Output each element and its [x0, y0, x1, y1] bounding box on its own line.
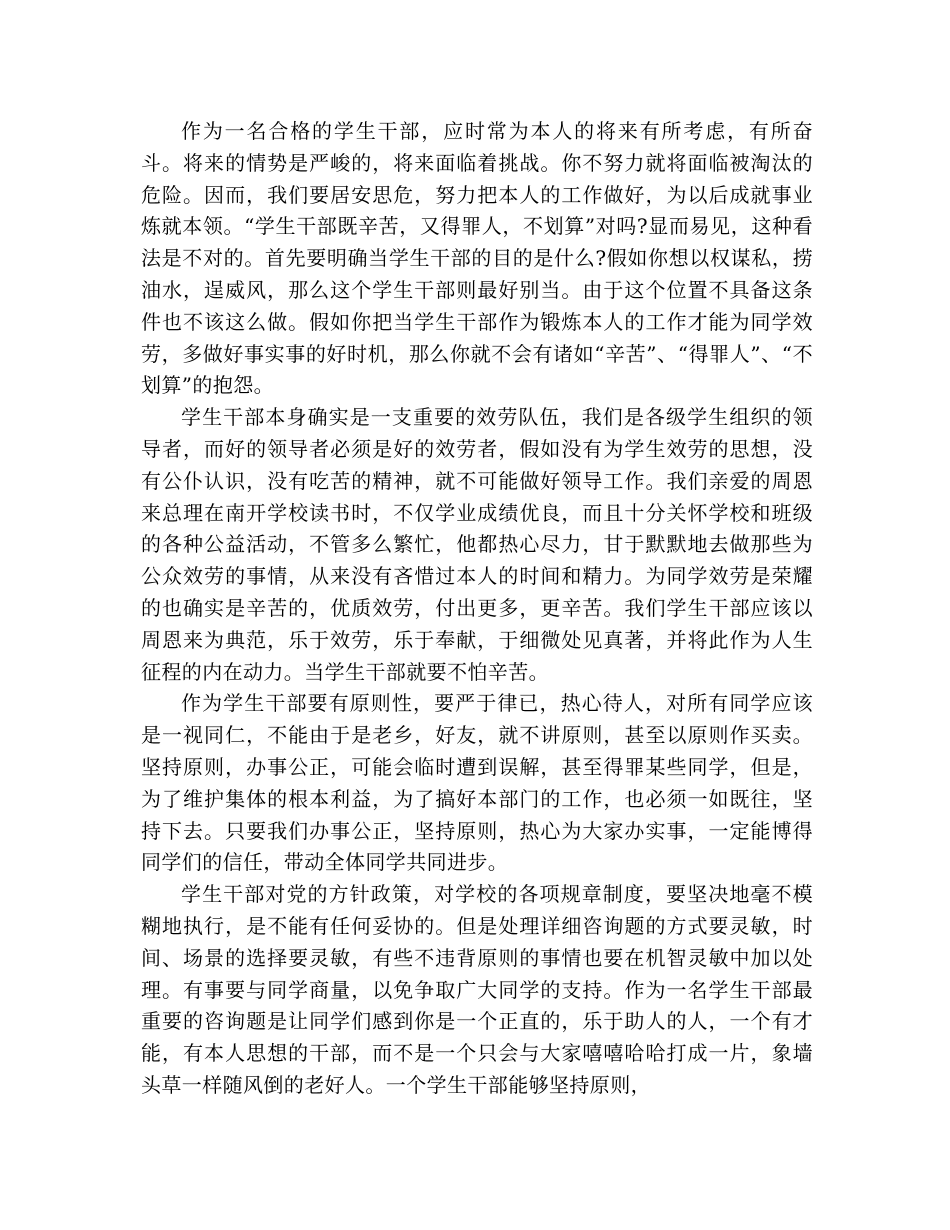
paragraph-2: 学生干部本身确实是一支重要的效劳队伍，我们是各级学生组织的领导者，而好的领导者必须是好的效劳者，假如没有为学生效劳的思想，没有公仆认识，没有吃苦的精神，就不可能做好领导工作。我们亲爱的周恩来总理在南开学校读书时，不仅学业成绩优良，而且十分关怀学校和班级的各种公益活动，不管多么繁忙，他都热心尽力，甘于默默地去做那些为公众效劳的事情，从来没有吝惜过本人的时间和精力。为同学效劳是荣耀的也确实是辛苦的，优质效劳，付出更多，更辛苦。我们学生干部应该以周恩来为典范，乐于效劳，乐于奉献，于细微处见真著，并将此作为人生征程的内在动力。当学生干部就要不怕辛苦。 [141, 405, 813, 684]
paragraph-4: 学生干部对党的方针政策，对学校的各项规章制度，要坚决地毫不模糊地执行，是不能有任何妥协的。但是处理详细咨询题的方式要灵敏，时间、场景的选择要灵敏，有些不违背原则的事情也要在机智灵敏中加以处理。有事要与同学商量，以免争取广大同学的支持。作为一名学生干部最重要的咨询题是让同学们感到你是一个正直的，乐于助人的人，一个有才能，有本人思想的干部，而不是一个只会与大家嘻嘻哈哈打成一片，象墙头草一样随风倒的老好人。一个学生干部能够坚持原则， [141, 882, 813, 1097]
paragraph-1: 作为一名合格的学生干部，应时常为本人的将来有所考虑，有所奋斗。将来的情势是严峻的，将来面临着挑战。你不努力就将面临被淘汰的危险。因而，我们要居安思危，努力把本人的工作做好，为以后成就事业炼就本领。“学生干部既辛苦，又得罪人，不划算”对吗?显而易见，这种看法是不对的。首先要明确当学生干部的目的是什么?假如你想以权谋私，捞油水，逞威风，那么这个学生干部则最好别当。由于这个位置不具备这条件也不该这么做。假如你把当学生干部作为锻炼本人的工作才能为同学效劳，多做好事实事的好时机，那么你就不会有诸如“辛苦”、“得罪人”、“不划算”的抱怨。 [141, 119, 813, 398]
document-body [141, 116, 813, 1102]
paragraph-3: 作为学生干部要有原则性，要严于律已，热心待人，对所有同学应该是一视同仁，不能由于是老乡，好友，就不讲原则，甚至以原则作买卖。坚持原则，办事公正，可能会临时遭到误解，甚至得罪某些同学，但是，为了维护集体的根本利益，为了搞好本部门的工作，也必须一如既往，坚持下去。只要我们办事公正，坚持原则，热心为大家办实事，一定能博得同学们的信任，带动全体同学共同进步。 [141, 691, 813, 875]
